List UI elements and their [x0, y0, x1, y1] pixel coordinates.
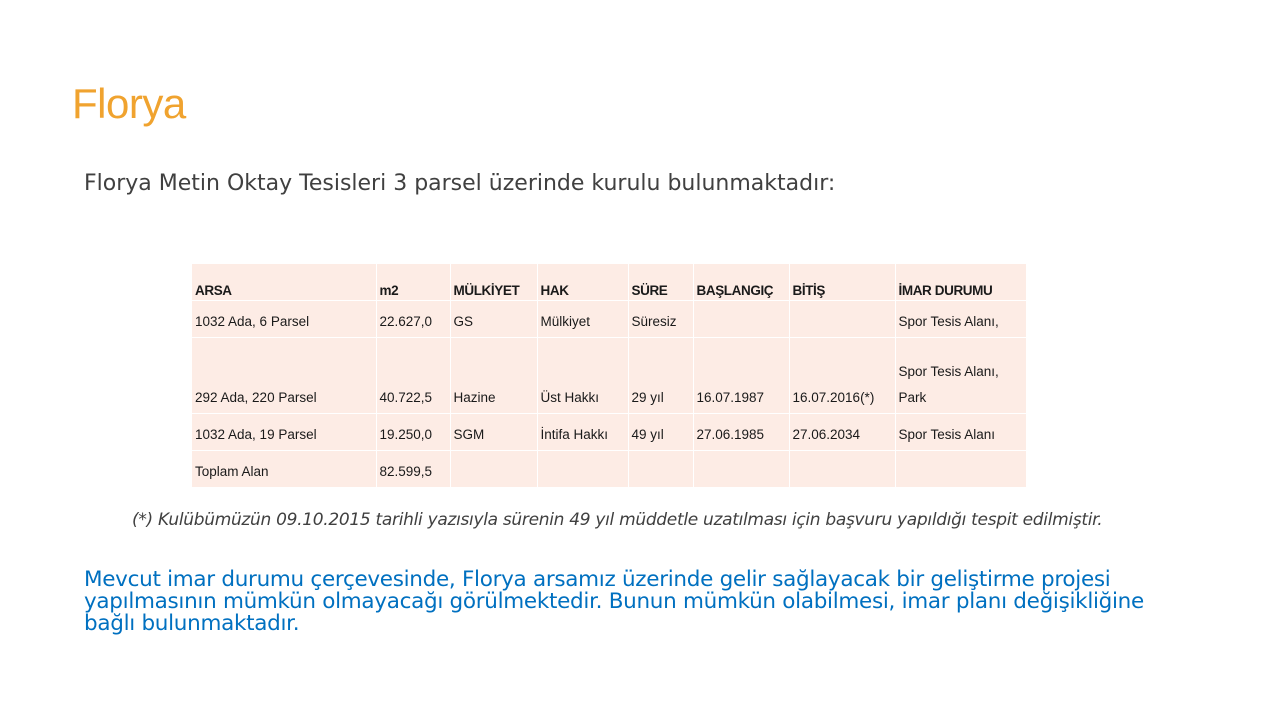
- parcel-table-container: [192, 264, 1026, 488]
- cell-arsa: 1032 Ada, 19 Parsel: [192, 414, 376, 451]
- cell-baslangic: [693, 301, 789, 338]
- imar-line-2: Park: [898, 390, 927, 405]
- cell-mulkiyet: GS: [450, 301, 537, 338]
- cell-imar-durumu: [895, 338, 1026, 414]
- cell-mulkiyet: SGM: [450, 414, 537, 451]
- subtitle: Florya Metin Oktay Tesisleri 3 parsel üzerinde kurulu bulunmaktadır:: [84, 171, 836, 196]
- footnote: (*) Kulübümüzün 09.10.2015 tarihli yazısıyla sürenin 49 yıl müddetle uzatılması için başvuru yapıldığı tespit edilmiştir.: [132, 510, 1103, 530]
- table-total-row: [192, 451, 1026, 488]
- cell-m2: 82.599,5: [376, 451, 450, 488]
- cell-imar-durumu: Spor Tesis Alanı,: [895, 301, 1026, 338]
- cell-baslangic: 27.06.1985: [693, 414, 789, 451]
- cell-arsa: 292 Ada, 220 Parsel: [192, 338, 376, 414]
- cell-hak: Üst Hakkı: [537, 338, 628, 414]
- cell-bitis: [789, 301, 895, 338]
- header-arsa: ARSA: [192, 264, 376, 301]
- table-row: [192, 301, 1026, 338]
- cell-mulkiyet: Hazine: [450, 338, 537, 414]
- parcel-table: [192, 264, 1027, 488]
- cell-imar-durumu: [895, 451, 1026, 488]
- cell-hak: Mülkiyet: [537, 301, 628, 338]
- slide-title: Florya: [72, 80, 186, 127]
- header-bitis: BİTİŞ: [789, 264, 895, 301]
- cell-mulkiyet: [450, 451, 537, 488]
- cell-bitis: 16.07.2016(*): [789, 338, 895, 414]
- conclusion-text: Mevcut imar durumu çerçevesinde, Florya arsamız üzerinde gelir sağlayacak bir geliştirme projesi yapılmasının mümkün olmayacağı görülmektedir. Bunun mümkün olabilmesi, imar planı değişikliğine bağlı bulunmaktadır.: [84, 567, 1144, 636]
- cell-sure: 29 yıl: [628, 338, 693, 414]
- cell-bitis: 27.06.2034: [789, 414, 895, 451]
- cell-hak: İntifa Hakkı: [537, 414, 628, 451]
- cell-m2: 19.250,0: [376, 414, 450, 451]
- cell-bitis: [789, 451, 895, 488]
- cell-arsa: 1032 Ada, 6 Parsel: [192, 301, 376, 338]
- header-mulkiyet: MÜLKİYET: [450, 264, 537, 301]
- table-row: [192, 338, 1026, 414]
- cell-hak: [537, 451, 628, 488]
- imar-line-1: Spor Tesis Alanı,: [898, 364, 999, 379]
- cell-baslangic: 16.07.1987: [693, 338, 789, 414]
- cell-imar-durumu: Spor Tesis Alanı: [895, 414, 1026, 451]
- cell-sure: 49 yıl: [628, 414, 693, 451]
- table-row: [192, 414, 1026, 451]
- cell-arsa: Toplam Alan: [192, 451, 376, 488]
- cell-sure: Süresiz: [628, 301, 693, 338]
- cell-m2: 22.627,0: [376, 301, 450, 338]
- cell-m2: 40.722,5: [376, 338, 450, 414]
- header-baslangic: BAŞLANGIÇ: [693, 264, 789, 301]
- header-imar-durumu: İMAR DURUMU: [895, 264, 1026, 301]
- cell-sure: [628, 451, 693, 488]
- header-sure: SÜRE: [628, 264, 693, 301]
- header-m2: m2: [376, 264, 450, 301]
- header-hak: HAK: [537, 264, 628, 301]
- table-header-row: [192, 264, 1026, 301]
- cell-baslangic: [693, 451, 789, 488]
